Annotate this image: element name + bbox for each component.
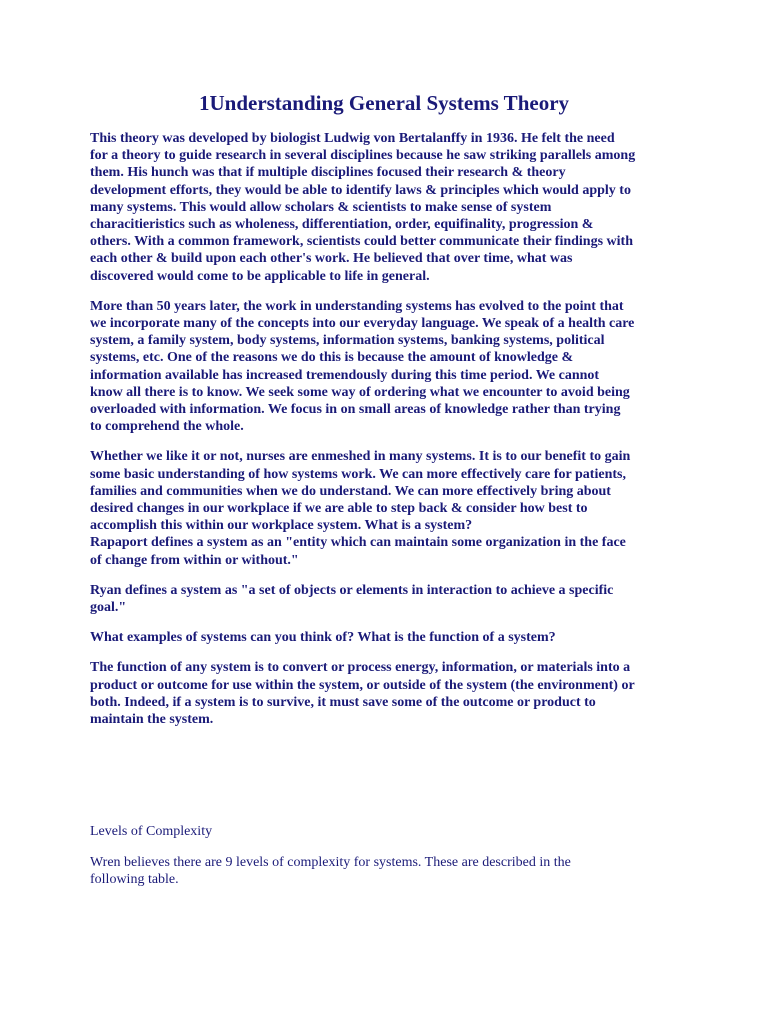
section-heading bbox=[90, 823, 690, 840]
blank-space bbox=[90, 741, 690, 823]
text-line: for a theory to guide research in several disciplines because he saw striking parallels among bbox=[90, 148, 636, 164]
page-title: 1Understanding General Systems Theory bbox=[198, 91, 570, 115]
text-line: of change from within or without." bbox=[90, 552, 299, 568]
text-line: know all there is to know. We seek some way of ordering what we encounter to avoid being bbox=[90, 384, 630, 400]
text-line: development efforts, they would be able to identify laws & principles which would apply to bbox=[90, 182, 631, 198]
text-line: Whether we like it or not, nurses are enmeshed in many systems. It is to our benefit to gain bbox=[90, 449, 631, 465]
text-line: discovered would come to be applicable to life in general. bbox=[90, 268, 430, 284]
text-line: desired changes in our workplace if we are able to step back & consider how best to bbox=[90, 501, 588, 517]
text-line: overloaded with information. We focus in on small areas of knowledge rather than trying bbox=[90, 402, 621, 418]
text-line: both. Indeed, if a system is to survive, it must save some of the outcome or product to bbox=[90, 694, 596, 710]
paragraph-ryan-definition bbox=[90, 582, 690, 616]
text-line: families and communities when we do understand. We can more effectively bring about bbox=[90, 483, 611, 499]
text-line: systems, etc. One of the reasons we do this is because the amount of knowledge & bbox=[90, 350, 574, 366]
text-line: Wren believes there are 9 levels of complexity for systems. These are described in the bbox=[90, 854, 571, 870]
text-line: Rapaport defines a system as an "entity which can maintain some organization in the face bbox=[90, 535, 626, 551]
text-line: goal." bbox=[90, 600, 127, 616]
text-line: others. With a common framework, scientists could better communicate their findings with bbox=[90, 234, 633, 250]
text-line: each other & build upon each other's work. He believed that over time, what was bbox=[90, 251, 573, 267]
section-heading-text: Levels of Complexity bbox=[90, 824, 213, 840]
paragraph-evolution bbox=[90, 298, 690, 436]
document-body bbox=[90, 130, 690, 901]
text-line: product or outcome for use within the system, or outside of the system (the environment) or bbox=[90, 677, 635, 693]
text-line: many systems. This would allow scholars & scientists to make sense of system bbox=[90, 199, 552, 215]
text-line: What examples of systems can you think of? What is the function of a system? bbox=[90, 630, 556, 646]
text-line: accomplish this within our workplace system. What is a system? bbox=[90, 518, 473, 534]
text-line: information available has increased tremendously during this time period. We cannot bbox=[90, 367, 600, 383]
text-line: characitieristics such as wholeness, differentiation, order, equifinality, progression & bbox=[90, 217, 594, 233]
paragraph-origin bbox=[90, 130, 690, 285]
text-line: The function of any system is to convert or process energy, information, or materials into a bbox=[90, 660, 631, 676]
text-line: to comprehend the whole. bbox=[90, 419, 244, 435]
paragraph-nurses bbox=[90, 448, 690, 568]
paragraph-function bbox=[90, 659, 690, 728]
text-line: them. His hunch was that if multiple disciplines focused their research & theory bbox=[90, 165, 566, 181]
text-line: some basic understanding of how systems work. We can more effectively care for patients, bbox=[90, 466, 626, 482]
text-line: we incorporate many of the concepts into our everyday language. We speak of a health care bbox=[90, 316, 635, 332]
text-line: Ryan defines a system as "a set of objects or elements in interaction to achieve a specific bbox=[90, 582, 614, 598]
text-line: following table. bbox=[90, 871, 179, 887]
paragraph-question bbox=[90, 629, 690, 646]
text-line: This theory was developed by biologist Ludwig von Bertalanffy in 1936. He felt the need bbox=[90, 131, 615, 146]
paragraph-levels bbox=[90, 854, 690, 888]
text-line: maintain the system. bbox=[90, 712, 214, 728]
text-line: More than 50 years later, the work in understanding systems has evolved to the point that bbox=[90, 298, 624, 314]
text-line: system, a family system, body systems, information systems, banking systems, political bbox=[90, 333, 605, 349]
